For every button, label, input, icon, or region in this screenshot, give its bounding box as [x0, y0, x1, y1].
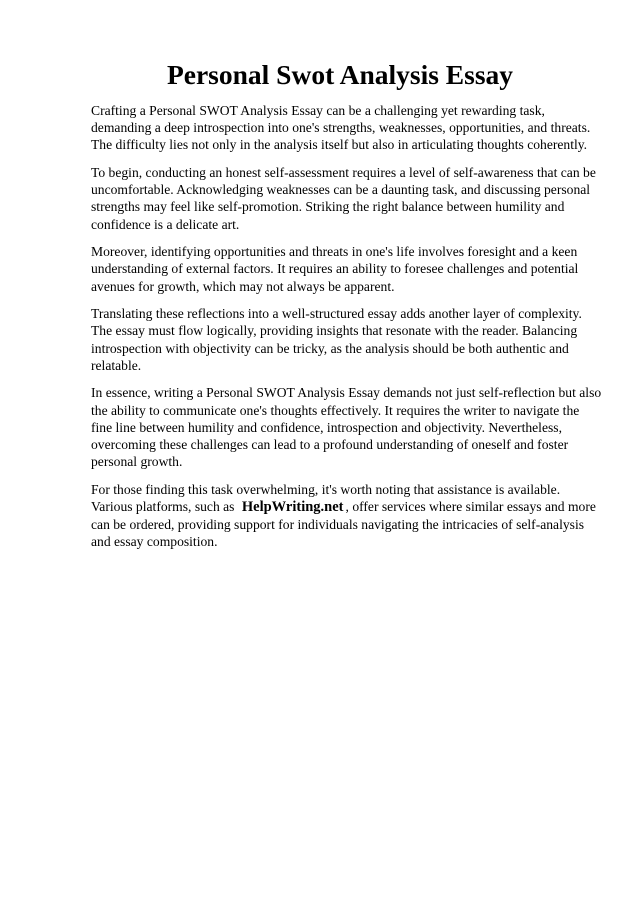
- paragraph-self-assessment: To begin, conducting an honest self-assessment requires a level of self-awareness that can be uncomfortable. Acknowledging weaknesses can be a daunting task, and discussing personal strengths may feel like self-promotion. Striking the right balance between humility and confidence is a delicate art.: [91, 165, 596, 232]
- helpwriting-link[interactable]: HelpWriting.net: [241, 499, 344, 516]
- paragraph-assistance: [91, 481, 603, 551]
- paragraph-structure: Translating these reflections into a well-structured essay adds another layer of complexity. The essay must flow logically, providing insights that resonate with the reader. Balancing introspection with objectivity can be tricky, as the analysis should be both authentic and relatable.: [91, 306, 582, 373]
- paragraph-essence: In essence, writing a Personal SWOT Analysis Essay demands not just self-reflection but also the ability to communicate one's thoughts effectively. It requires the writer to navigate the fine line between humility and confidence, introspection and objectivity. Nevertheless, overcoming these challenges can lead to a profound understanding of oneself and foster personal growth.: [91, 385, 602, 470]
- document-title: Personal Swot Analysis Essay: [166, 59, 514, 90]
- document-body: [91, 102, 603, 561]
- assistance-text-after-link: , offer services where similar essays and more can be ordered, providing support for individuals navigating the intricacies of self-analysis and essay composition.: [91, 499, 596, 550]
- assistance-text-before-link: For those finding this task overwhelming, it's worth noting that assistance is available. Various platforms, such as: [91, 481, 561, 515]
- paragraph-opportunities-threats: Moreover, identifying opportunities and threats in one's life involves foresight and a keen understanding of external factors. It requires an ability to foresee challenges and potential avenues for growth, which may not always be apparent.: [91, 244, 579, 294]
- paragraph-intro: Crafting a Personal SWOT Analysis Essay can be a challenging yet rewarding task, demanding a deep introspection into one's strengths, weaknesses, opportunities, and threats. The difficulty lies not only in the analysis itself but also in articulating thoughts coherently.: [91, 103, 591, 153]
